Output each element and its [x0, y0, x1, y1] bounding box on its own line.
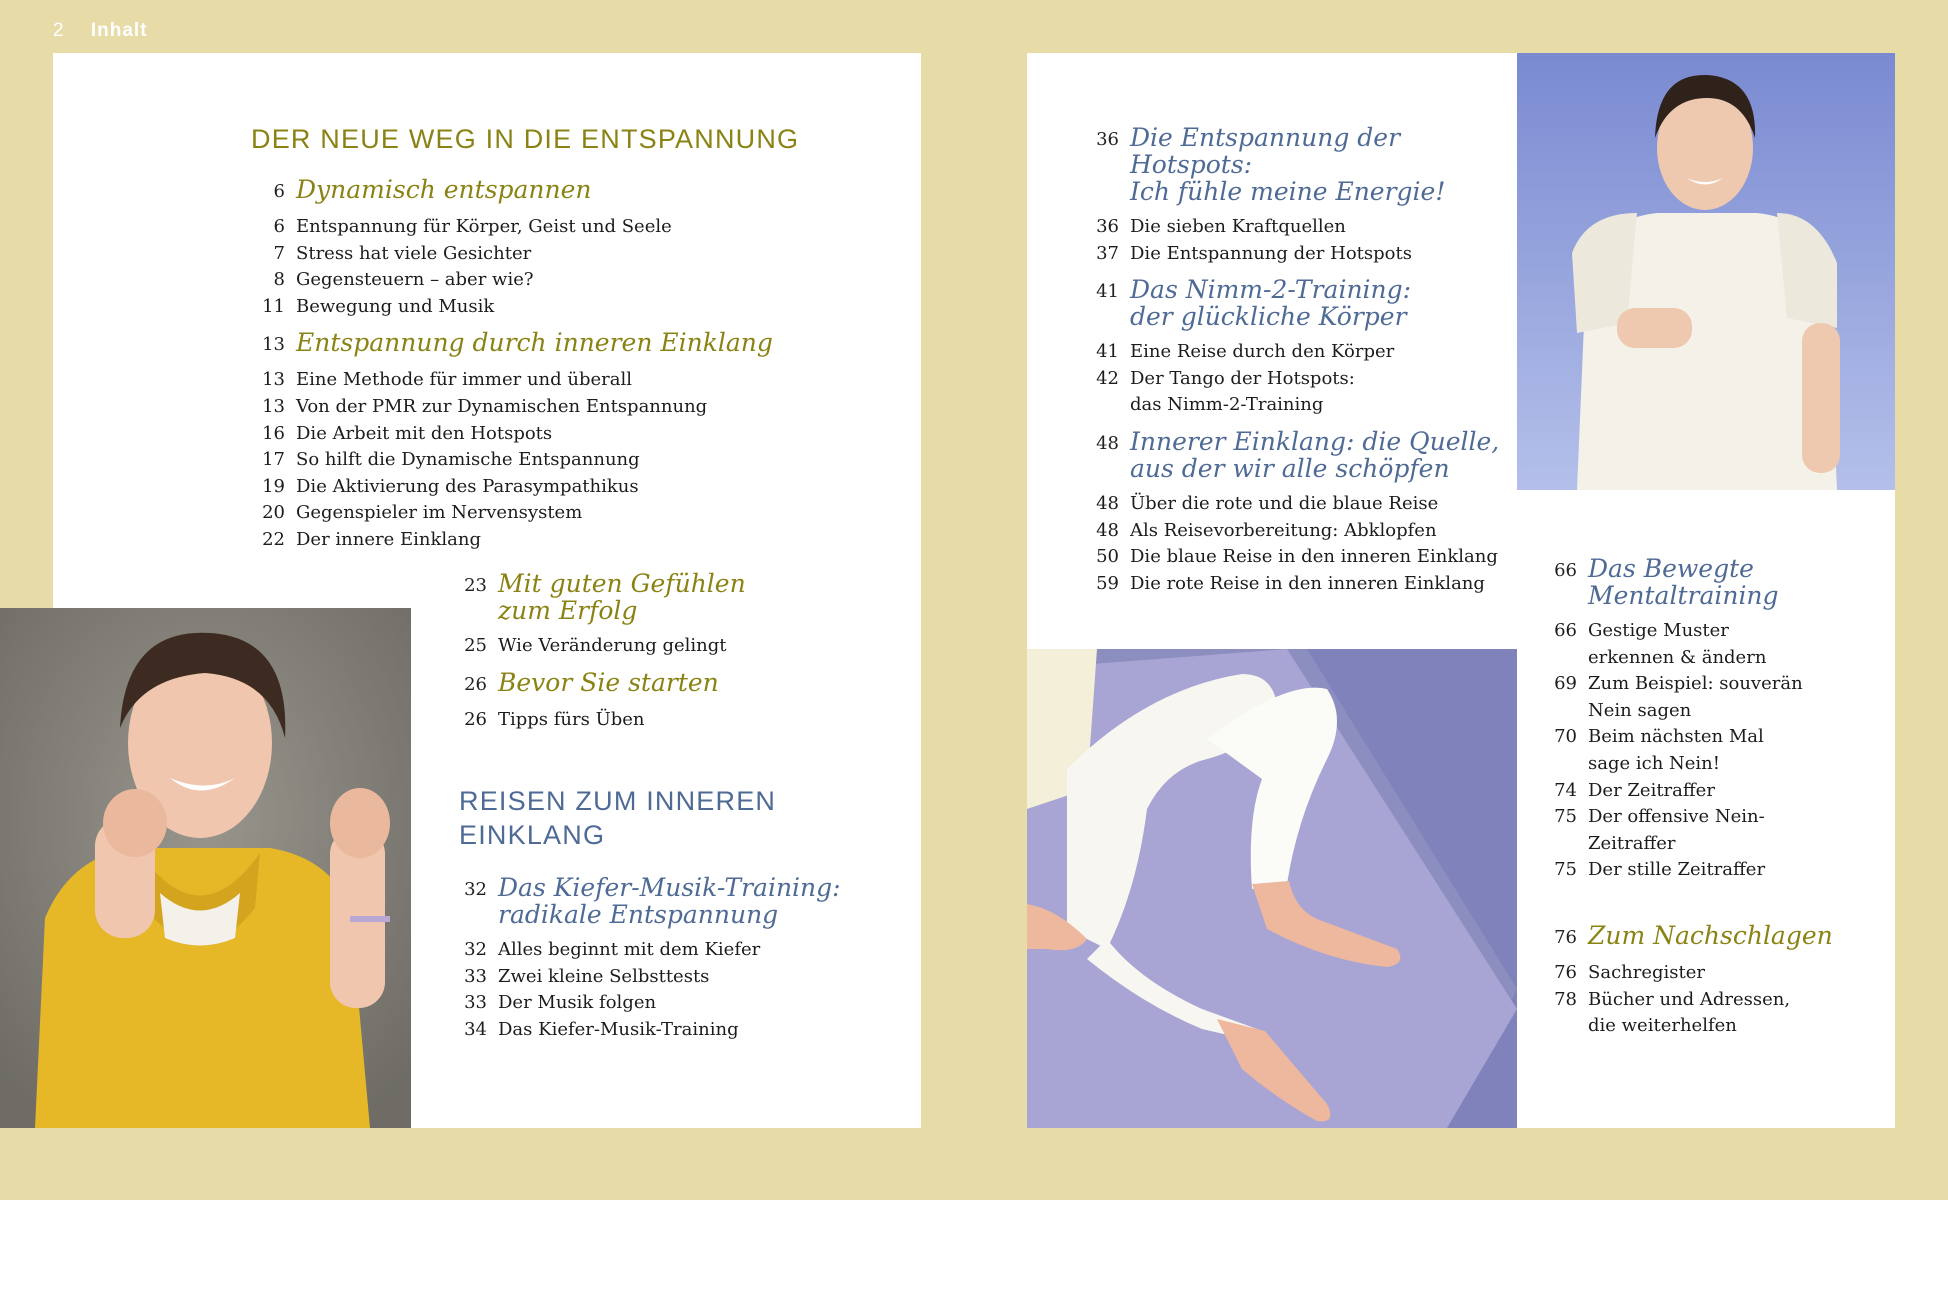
entry-title: Gegensteuern – aber wie?	[296, 269, 534, 291]
section-title: DER NEUE WEG IN DIE ENTSPANNUNG	[251, 124, 800, 154]
entry-page-number: 25	[464, 635, 487, 656]
entry-title: Das Kiefer-Musik-Training	[498, 1018, 739, 1040]
entry-page-number: 26	[464, 708, 487, 730]
chapter-entry[interactable]	[1085, 124, 1515, 205]
entry-title: Die blaue Reise in den inneren Einklang	[1130, 546, 1498, 568]
toc-entry[interactable]	[453, 937, 893, 964]
toc-entry[interactable]	[251, 267, 811, 294]
toc-entry[interactable]	[251, 294, 811, 321]
entry-title: Stress hat viele Gesichter	[296, 242, 532, 264]
entry-title: Beim nächsten Mal sage ich Nein!	[1588, 726, 1764, 774]
entry-title: Über die rote und die blaue Reise	[1130, 492, 1439, 514]
chapter-title: Dynamisch entspannen	[296, 175, 592, 204]
entry-page-number: 78	[1554, 988, 1577, 1010]
toc-entry[interactable]	[1085, 214, 1515, 241]
entry-title: Gestige Muster erkennen & ändern	[1588, 620, 1767, 668]
chapter-page-number: 36	[1096, 129, 1119, 150]
entry-page-number: 42	[1096, 367, 1119, 389]
toc-entry[interactable]	[1085, 339, 1515, 366]
entry-page-number: 13	[262, 395, 285, 417]
toc-entry[interactable]	[1543, 671, 1883, 724]
toc-entry[interactable]	[1543, 618, 1883, 671]
entry-page-number: 16	[262, 422, 285, 444]
entry-title: Zwei kleine Selbsttests	[498, 965, 710, 987]
chapter-title: Bevor Sie starten	[498, 667, 719, 697]
chapter-title: Zum Nachschlagen	[1588, 921, 1833, 950]
entry-page-number: 34	[464, 1018, 487, 1040]
toc-appendix	[1543, 922, 1883, 1040]
chapter-page-number: 26	[464, 673, 487, 695]
toc-entry[interactable]	[1085, 241, 1515, 268]
chapter-entry[interactable]	[453, 874, 893, 928]
entry-title: Von der PMR zur Dynamischen Entspannung	[296, 395, 708, 417]
entry-page-number: 59	[1096, 572, 1119, 594]
entry-title: Die Aktivierung des Parasympathikus	[296, 475, 639, 497]
entry-title: Der Musik folgen	[498, 992, 657, 1014]
entry-title: Der stille Zeitraffer	[1588, 859, 1766, 881]
entry-title: Tipps fürs Üben	[498, 708, 645, 730]
chapter-entry[interactable]	[453, 669, 873, 698]
entry-title: Bücher und Adressen, die weiterhelfen	[1588, 988, 1791, 1037]
entry-title: Zum Beispiel: souverän Nein sagen	[1588, 673, 1803, 721]
chapter-entry[interactable]	[1543, 922, 1883, 951]
entry-title: Der Zeitraffer	[1588, 779, 1715, 801]
entry-page-number: 33	[464, 965, 487, 987]
entry-title: Bewegung und Musik	[296, 295, 495, 317]
toc-entry[interactable]	[1085, 491, 1515, 518]
chapter-title: Mit guten Gefühlen zum Erfolg	[498, 569, 746, 625]
chapter-entry[interactable]	[453, 570, 873, 624]
entry-title: Entspannung für Körper, Geist und Seele	[296, 216, 672, 237]
chapter-title: Innerer Einklang: die Quelle, aus der wir alle schöpfen	[1130, 426, 1500, 483]
entry-page-number: 17	[262, 449, 285, 471]
entry-title: Die Entspannung der Hotspots	[1130, 242, 1412, 264]
toc-entry[interactable]	[1085, 571, 1515, 598]
entry-page-number: 6	[273, 216, 285, 237]
entry-title: Gegenspieler im Nervensystem	[296, 502, 583, 524]
entry-title: Der offensive Nein- Zeitraffer	[1588, 806, 1765, 854]
entry-title: Eine Methode für immer und überall	[296, 369, 633, 391]
toc-right-column-1	[1085, 124, 1515, 597]
page-number: 2	[53, 20, 65, 41]
toc-entry[interactable]	[1543, 804, 1883, 857]
toc-entry[interactable]	[453, 633, 873, 660]
toc-entry[interactable]	[251, 474, 811, 501]
toc-entry[interactable]	[251, 500, 811, 527]
entry-page-number: 7	[273, 242, 285, 264]
entry-page-number: 20	[262, 502, 285, 524]
toc-entry[interactable]	[251, 367, 811, 394]
entry-page-number: 13	[262, 369, 285, 391]
entry-page-number: 69	[1554, 673, 1577, 695]
entry-page-number: 8	[273, 269, 285, 291]
entry-page-number: 41	[1096, 341, 1119, 363]
entry-title: Als Reisevorbereitung: Abklopfen	[1130, 519, 1437, 541]
entry-title: So hilft die Dynamische Entspannung	[296, 449, 640, 471]
toc-entry[interactable]	[453, 707, 873, 734]
chapter-page-number: 13	[262, 334, 285, 356]
chapter-page-number: 32	[464, 879, 487, 900]
toc-entry[interactable]	[1543, 857, 1883, 884]
toc-entry[interactable]	[1543, 960, 1883, 987]
photo-woman-yellow-shirt	[0, 608, 411, 1128]
entry-title: Alles beginnt mit dem Kiefer	[498, 939, 761, 960]
entry-title: Sachregister	[1588, 962, 1705, 983]
entry-title: Wie Veränderung gelingt	[498, 635, 727, 656]
toc-entry[interactable]	[251, 421, 811, 448]
section-title: REISEN ZUM INNEREN EINKLANG	[459, 786, 777, 850]
chapter-entry[interactable]	[1543, 555, 1883, 609]
toc-right-column-2	[1543, 555, 1883, 884]
toc-entry[interactable]	[453, 964, 893, 991]
entry-page-number: 22	[262, 528, 285, 550]
entry-title: Die sieben Kraftquellen	[1130, 216, 1346, 237]
chapter-page-number: 23	[464, 575, 487, 596]
photo-legs-on-mat	[1027, 649, 1517, 1128]
toc-entry[interactable]	[1085, 366, 1515, 419]
entry-page-number: 48	[1096, 492, 1119, 514]
entry-page-number: 50	[1096, 546, 1119, 568]
entry-title: Die Arbeit mit den Hotspots	[296, 422, 553, 444]
entry-title: Der innere Einklang	[296, 528, 481, 550]
toc-entry[interactable]	[251, 527, 811, 554]
entry-page-number: 11	[262, 295, 285, 317]
entry-page-number: 66	[1554, 620, 1577, 641]
toc-entry[interactable]	[1543, 778, 1883, 805]
toc-entry[interactable]	[251, 241, 811, 268]
entry-page-number: 70	[1554, 726, 1577, 748]
chapter-title: Das Bewegte Mentaltraining	[1588, 554, 1779, 610]
toc-entry[interactable]	[453, 990, 893, 1017]
chapter-title: Das Nimm-2-Training: der glückliche Körper	[1130, 275, 1412, 332]
toc-chapter-kiefer	[453, 874, 893, 1043]
entry-page-number: 19	[262, 475, 285, 497]
entry-title: Die rote Reise in den inneren Einklang	[1130, 572, 1485, 594]
toc-entry[interactable]	[1085, 518, 1515, 545]
chapter-page-number: 41	[1096, 281, 1119, 303]
entry-page-number: 75	[1554, 859, 1577, 881]
toc-entry[interactable]	[1543, 724, 1883, 777]
entry-title: Eine Reise durch den Körper	[1130, 341, 1395, 363]
toc-entry[interactable]	[1543, 987, 1883, 1040]
entry-page-number: 36	[1096, 216, 1119, 237]
toc-entry[interactable]	[1085, 544, 1515, 571]
chapter-entry[interactable]	[1085, 276, 1515, 330]
toc-entry[interactable]	[251, 214, 811, 241]
entry-page-number: 48	[1096, 519, 1119, 541]
photo-woman-white-shirt	[1517, 53, 1895, 490]
chapter-title: Entspannung durch inneren Einklang	[296, 328, 773, 358]
toc-section-der-neue-weg	[251, 122, 811, 554]
entry-page-number: 74	[1554, 779, 1577, 801]
toc-entry[interactable]	[251, 447, 811, 474]
toc-section-der-neue-weg-cont	[453, 570, 873, 733]
toc-section-reisen	[459, 784, 899, 872]
toc-entry[interactable]	[453, 1017, 893, 1044]
chapter-page-number: 6	[273, 181, 285, 202]
chapter-title: Das Kiefer-Musik-Training: radikale Entspannung	[498, 873, 841, 929]
toc-entry[interactable]	[251, 394, 811, 421]
entry-page-number: 33	[464, 992, 487, 1014]
running-header	[53, 20, 148, 42]
chapter-page-number: 66	[1554, 560, 1577, 581]
chapter-title: Die Entspannung der Hotspots: Ich fühle meine Energie!	[1130, 123, 1446, 206]
running-header-title: Inhalt	[90, 20, 148, 41]
chapter-entry[interactable]	[251, 329, 811, 358]
chapter-page-number: 48	[1096, 432, 1119, 454]
entry-page-number: 37	[1096, 242, 1119, 264]
entry-page-number: 76	[1554, 962, 1577, 983]
chapter-entry[interactable]	[1085, 428, 1515, 482]
entry-title: Der Tango der Hotspots: das Nimm-2-Training	[1130, 367, 1355, 416]
chapter-page-number: 76	[1554, 927, 1577, 948]
entry-page-number: 75	[1554, 806, 1577, 828]
entry-page-number: 32	[464, 939, 487, 960]
chapter-entry[interactable]	[251, 176, 811, 205]
